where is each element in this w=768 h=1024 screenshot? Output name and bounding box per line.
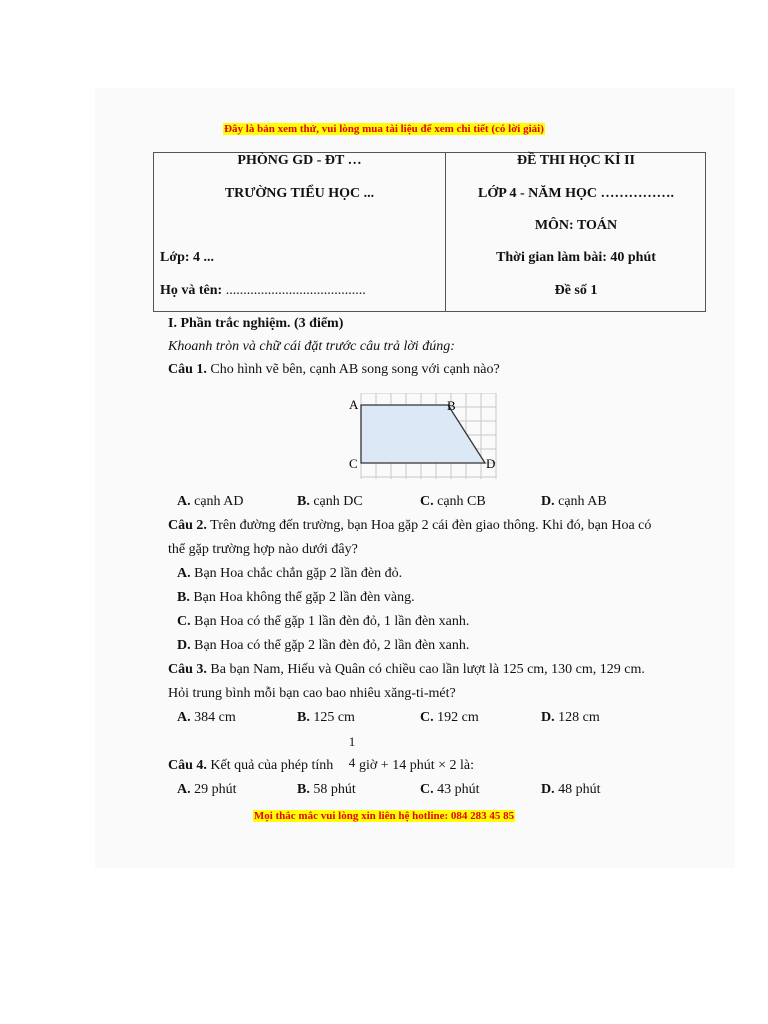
subject: MÔN: TOÁN — [534, 218, 618, 233]
q4-option-c[interactable]: C. 43 phút — [420, 782, 480, 797]
q1-option-a[interactable]: A. cạnh AD — [177, 494, 244, 509]
q2-option-c[interactable]: C. Bạn Hoa có thể gặp 1 lần đèn đỏ, 1 lần đèn xanh. — [177, 614, 470, 629]
student-name-field: Họ và tên: ........................................ — [160, 283, 366, 298]
preview-notice: Đây là bản xem thử, vui lòng mua tài liệu để xem chi tiết (có lời giải) — [224, 123, 544, 135]
time-limit: Thời gian làm bài: 40 phút — [496, 250, 656, 265]
question-3-cont: Hỏi trung bình mỗi bạn cao bao nhiêu xăng-ti-mét? — [168, 686, 456, 701]
q2-option-b[interactable]: B. Bạn Hoa không thể gặp 2 lần đèn vàng. — [177, 590, 415, 605]
class-field: Lớp: 4 ... — [160, 250, 215, 265]
fraction-denominator: 4 — [348, 755, 356, 770]
q2-option-d[interactable]: D. Bạn Hoa có thể gặp 2 lần đèn đỏ, 2 lần đèn xanh. — [177, 638, 470, 653]
q3-option-a[interactable]: A. 384 cm — [177, 710, 236, 725]
question-4: Câu 4. Kết quả của phép tính — [168, 758, 334, 773]
q3-option-d[interactable]: D. 128 cm — [541, 710, 600, 725]
hotline-notice: Mọi thắc mắc vui lòng xin liên hệ hotline: 084 283 45 85 — [253, 810, 515, 822]
q1-option-c[interactable]: C. cạnh CB — [420, 494, 486, 509]
q2-option-a[interactable]: A. Bạn Hoa chắc chắn gặp 2 lần đèn đỏ. — [177, 566, 403, 581]
q1-option-b[interactable]: B. cạnh DC — [297, 494, 363, 509]
department: PHÒNG GD - ĐT … — [237, 153, 362, 168]
vertex-d-label: D — [486, 456, 496, 471]
question-2: Câu 2. Trên đường đến trường, bạn Hoa gặp 2 cái đèn giao thông. Khi đó, bạn Hoa có — [168, 518, 652, 533]
q4-option-a[interactable]: A. 29 phút — [177, 782, 237, 797]
section-instruction: Khoanh tròn và chữ cái đặt trước câu trả lời đúng: — [168, 339, 455, 354]
fraction-numerator: 1 — [348, 734, 356, 749]
school-name: TRƯỜNG TIỂU HỌC ... — [224, 186, 375, 201]
q1-option-d[interactable]: D. cạnh AB — [541, 494, 607, 509]
q4-option-b[interactable]: B. 58 phút — [297, 782, 356, 797]
question-2-cont: thể gặp trường hợp nào dưới đây? — [168, 542, 358, 557]
vertex-a-label: A — [349, 397, 359, 412]
vertex-b-label: B — [447, 398, 456, 413]
exam-title: ĐỀ THI HỌC KÌ II — [517, 153, 635, 168]
exam-header-table — [153, 152, 706, 312]
trapezoid-figure — [345, 393, 505, 483]
grade-year: LỚP 4 - NĂM HỌC ……………. — [478, 186, 674, 201]
section-title: I. Phần trắc nghiệm. (3 điểm) — [168, 316, 344, 331]
question-1: Câu 1. Cho hình vẽ bên, cạnh AB song song với cạnh nào? — [168, 362, 500, 377]
question-4-cont: giờ + 14 phút × 2 là: — [359, 758, 474, 773]
question-3: Câu 3. Ba bạn Nam, Hiếu và Quân có chiều cao lần lượt là 125 cm, 130 cm, 129 cm. — [168, 662, 645, 677]
q3-option-c[interactable]: C. 192 cm — [420, 710, 479, 725]
q3-option-b[interactable]: B. 125 cm — [297, 710, 355, 725]
exam-number: Đề số 1 — [554, 283, 598, 298]
q4-option-d[interactable]: D. 48 phút — [541, 782, 601, 797]
vertex-c-label: C — [349, 456, 358, 471]
